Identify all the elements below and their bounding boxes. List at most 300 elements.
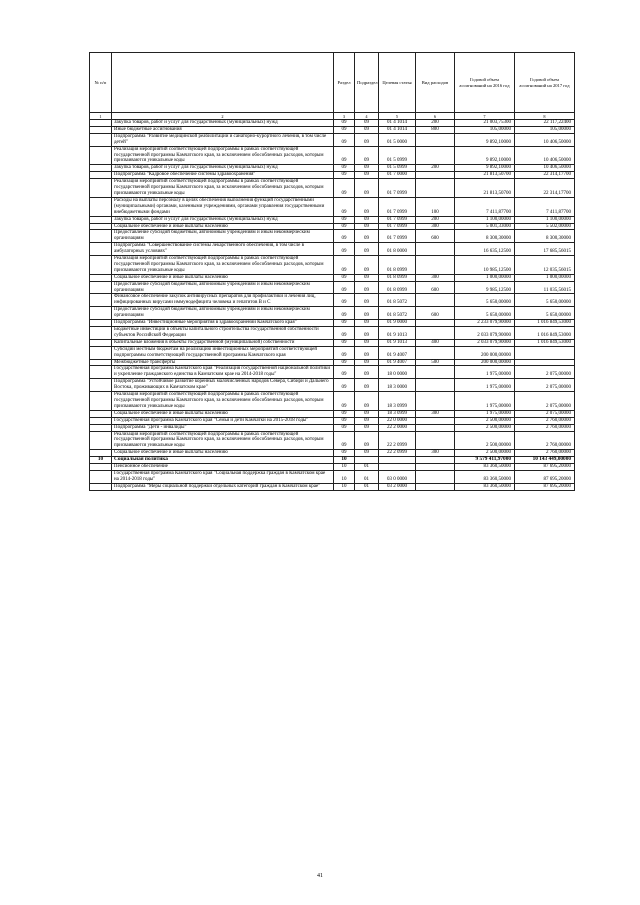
row-name: Реализация мероприятий соответствующей подпрограммы в рамках соответствующей государственной программы Камчатского края, за исключением обособленных расходов, которым присваиваются уникальные коды bbox=[112, 146, 334, 165]
row-expense-type: 500 bbox=[416, 359, 455, 366]
row-section: 09 bbox=[334, 417, 355, 424]
row-name: Закупка товаров, работ и услуг для государственных (муниципальных) нужд bbox=[112, 216, 334, 223]
header-num: № п/п bbox=[90, 53, 112, 113]
row-expense-type bbox=[416, 320, 455, 327]
row-section: 09 bbox=[334, 230, 355, 243]
row-volume-2016: 2 500,00000 bbox=[455, 424, 515, 431]
row-name: Субсидии местным бюджетам на реализацию инвестиционных мероприятий соответствующей подпрограммы соответствующей государственной программы Камчатского края bbox=[112, 346, 334, 359]
page-number: 41 bbox=[317, 873, 323, 879]
row-number bbox=[90, 126, 112, 133]
row-name: Социальная политика bbox=[112, 457, 334, 464]
row-subsection: 09 bbox=[355, 417, 379, 424]
row-expense-type bbox=[416, 464, 455, 471]
row-number bbox=[90, 464, 112, 471]
row-article: 01 7 0999 bbox=[379, 179, 416, 198]
row-name: Реализация мероприятий соответствующей подпрограммы в рамках соответствующей государственной программы Камчатского края, за исключением обособленных расходов, которым присваиваются уникальные коды bbox=[112, 392, 334, 411]
row-name: Расходы на выплаты персоналу в целях обеспечения выполнения функций государственными (муниципальными) органами, казенными учреждениями, органами управления государственными внебюджетными фондами bbox=[112, 197, 334, 216]
row-volume-2016: 2 500,00000 bbox=[455, 431, 515, 450]
row-expense-type bbox=[416, 243, 455, 256]
row-subsection: 09 bbox=[355, 274, 379, 281]
row-volume-2017: 2 075,00000 bbox=[515, 366, 575, 379]
row-expense-type: 300 bbox=[416, 410, 455, 417]
column-number: 5 bbox=[379, 113, 416, 120]
row-article: 01 9 4007 bbox=[379, 346, 416, 359]
row-subsection: 09 bbox=[355, 392, 379, 411]
row-section: 09 bbox=[334, 307, 355, 320]
row-volume-2017: 87 695,20000 bbox=[515, 464, 575, 471]
row-name: Предоставление субсидий бюджетным, автономным учреждениям и иным некоммерческим организациям bbox=[112, 307, 334, 320]
row-expense-type bbox=[416, 379, 455, 392]
budget-table bbox=[89, 52, 575, 491]
row-expense-type: 400 bbox=[416, 339, 455, 346]
row-section: 09 bbox=[334, 133, 355, 146]
row-volume-2017: 2 075,00000 bbox=[515, 392, 575, 411]
row-expense-type bbox=[416, 483, 455, 490]
row-article: 18 3 0000 bbox=[379, 379, 416, 392]
row-volume-2017: 22 314,17700 bbox=[515, 179, 575, 198]
row-number bbox=[90, 133, 112, 146]
table-row bbox=[90, 424, 575, 431]
row-name: Реализация мероприятий соответствующей подпрограммы в рамках соответствующей государственной программы Камчатского края, за исключением обособленных расходов, которым присваиваются уникальные коды bbox=[112, 179, 334, 198]
row-number bbox=[90, 327, 112, 340]
row-section: 10 bbox=[334, 464, 355, 471]
row-expense-type: 600 bbox=[416, 281, 455, 294]
table-row bbox=[90, 243, 575, 256]
row-article: 01 7 0999 bbox=[379, 223, 416, 230]
row-expense-type bbox=[416, 172, 455, 179]
row-volume-2016: 2 033 079,90000 bbox=[455, 339, 515, 346]
row-subsection: 09 bbox=[355, 359, 379, 366]
row-number bbox=[90, 379, 112, 392]
row-subsection: 01 bbox=[355, 483, 379, 490]
row-article: 18 3 0999 bbox=[379, 410, 416, 417]
row-volume-2017: 5 650,00000 bbox=[515, 294, 575, 307]
row-volume-2017: 10 406,50000 bbox=[515, 165, 575, 172]
row-article: 01 7 0999 bbox=[379, 230, 416, 243]
row-section: 09 bbox=[334, 392, 355, 411]
column-number: 8 bbox=[515, 113, 575, 120]
column-number: 2 bbox=[112, 113, 334, 120]
row-article: 01 4 1014 bbox=[379, 120, 416, 127]
header-section: Раздел bbox=[334, 53, 355, 113]
row-volume-2017: 17 685,56015 bbox=[515, 243, 575, 256]
column-number: 3 bbox=[334, 113, 355, 120]
row-volume-2016: 200 000,00000 bbox=[455, 346, 515, 359]
row-volume-2017: 2 760,00000 bbox=[515, 431, 575, 450]
row-expense-type bbox=[416, 256, 455, 275]
row-expense-type: 600 bbox=[416, 307, 455, 320]
row-name: Реализация мероприятий соответствующей подпрограммы в рамках соответствующей государственной программы Камчатского края, за исключением обособленных расходов, которым присваиваются уникальные коды bbox=[112, 256, 334, 275]
row-number bbox=[90, 339, 112, 346]
row-volume-2017: 10 143 449,00000 bbox=[515, 457, 575, 464]
row-volume-2016: 7 411,87700 bbox=[455, 197, 515, 216]
row-subsection: 09 bbox=[355, 450, 379, 457]
table-header-row bbox=[90, 53, 575, 113]
table-row bbox=[90, 470, 575, 483]
row-name: Государственная программа Камчатского края "Реализация государственной национальной политики и укрепление гражданского единства в Камчатском крае на 2014-2018 годы" bbox=[112, 366, 334, 379]
row-volume-2016: 1 000,00000 bbox=[455, 274, 515, 281]
row-article: 22 2 0999 bbox=[379, 431, 416, 450]
row-section: 09 bbox=[334, 243, 355, 256]
table-row bbox=[90, 417, 575, 424]
row-name: Подпрограмма "Меры социальной поддержки отдельных категорий граждан в Камчатском крае" bbox=[112, 483, 334, 490]
table-row bbox=[90, 274, 575, 281]
row-section: 09 bbox=[334, 165, 355, 172]
row-number bbox=[90, 320, 112, 327]
row-volume-2016: 83 360,50000 bbox=[455, 470, 515, 483]
row-volume-2016: 10 985,12500 bbox=[455, 256, 515, 275]
row-subsection: 09 bbox=[355, 146, 379, 165]
row-number bbox=[90, 417, 112, 424]
row-subsection: 09 bbox=[355, 339, 379, 346]
row-volume-2017: 87 695,20000 bbox=[515, 470, 575, 483]
row-subsection: 09 bbox=[355, 410, 379, 417]
row-subsection: 09 bbox=[355, 294, 379, 307]
row-volume-2016: 1 100,00000 bbox=[455, 216, 515, 223]
row-number bbox=[90, 256, 112, 275]
row-subsection: 09 bbox=[355, 120, 379, 127]
table-row bbox=[90, 294, 575, 307]
row-volume-2017: 11 035,56015 bbox=[515, 281, 575, 294]
column-number: 4 bbox=[355, 113, 379, 120]
row-volume-2016: 21 003,75300 bbox=[455, 120, 515, 127]
row-number bbox=[90, 366, 112, 379]
row-article: 01 9 1013 bbox=[379, 327, 416, 340]
row-expense-type bbox=[416, 457, 455, 464]
row-number bbox=[90, 216, 112, 223]
table-row bbox=[90, 165, 575, 172]
row-volume-2016: 2 233 079,90000 bbox=[455, 320, 515, 327]
row-expense-type: 200 bbox=[416, 120, 455, 127]
row-section: 09 bbox=[334, 359, 355, 366]
table-row bbox=[90, 392, 575, 411]
row-name: Предоставление субсидий бюджетным, автономным учреждениям и иным некоммерческим организациям bbox=[112, 230, 334, 243]
table-row bbox=[90, 179, 575, 198]
table-row bbox=[90, 133, 575, 146]
row-volume-2016: 9 579 411,97000 bbox=[455, 457, 515, 464]
row-article bbox=[379, 464, 416, 471]
row-volume-2017: 1 016 849,53000 bbox=[515, 339, 575, 346]
row-volume-2017: 5 502,00000 bbox=[515, 223, 575, 230]
row-expense-type bbox=[416, 366, 455, 379]
column-number-row bbox=[90, 113, 575, 120]
row-number bbox=[90, 392, 112, 411]
row-section: 10 bbox=[334, 457, 355, 464]
row-volume-2017: 12 035,56015 bbox=[515, 256, 575, 275]
row-name: Реализация мероприятий соответствующей подпрограммы в рамках соответствующей государственной программы Камчатского края, за исключением обособленных расходов, которым присваиваются уникальные коды bbox=[112, 431, 334, 450]
row-expense-type: 200 bbox=[416, 165, 455, 172]
row-subsection: 09 bbox=[355, 379, 379, 392]
row-article: 01 8 5072 bbox=[379, 307, 416, 320]
row-number bbox=[90, 294, 112, 307]
row-expense-type bbox=[416, 327, 455, 340]
row-article: 01 8 0999 bbox=[379, 274, 416, 281]
row-section: 09 bbox=[334, 197, 355, 216]
table-row bbox=[90, 410, 575, 417]
row-section: 09 bbox=[334, 450, 355, 457]
row-name: Государственная программа Камчатского края "Социальная поддержка граждан в Камчатском крае на 2014-2018 годы" bbox=[112, 470, 334, 483]
row-subsection: 09 bbox=[355, 307, 379, 320]
header-volume-2016: Годовой объем ассигнований на 2016 год bbox=[455, 53, 515, 113]
row-section: 09 bbox=[334, 410, 355, 417]
row-name: Подпрограмма "Кадровое обеспечение системы здравоохранения" bbox=[112, 172, 334, 179]
row-section: 10 bbox=[334, 483, 355, 490]
row-article: 01 5 0999 bbox=[379, 146, 416, 165]
row-number bbox=[90, 165, 112, 172]
row-number bbox=[90, 359, 112, 366]
row-section: 09 bbox=[334, 431, 355, 450]
row-number bbox=[90, 179, 112, 198]
row-volume-2017: 1 016 849,53000 bbox=[515, 327, 575, 340]
row-volume-2017: 2 760,00000 bbox=[515, 424, 575, 431]
row-article: 01 7 0999 bbox=[379, 197, 416, 216]
row-volume-2016: 1 975,00000 bbox=[455, 366, 515, 379]
row-article: 01 8 0999 bbox=[379, 256, 416, 275]
row-subsection: 01 bbox=[355, 470, 379, 483]
row-subsection: 09 bbox=[355, 346, 379, 359]
row-volume-2016: 1 975,00000 bbox=[455, 392, 515, 411]
row-volume-2016: 9 892,10000 bbox=[455, 133, 515, 146]
row-section: 09 bbox=[334, 172, 355, 179]
row-number bbox=[90, 172, 112, 179]
row-subsection: 09 bbox=[355, 223, 379, 230]
row-name: Иные бюджетные ассигнования bbox=[112, 126, 334, 133]
row-name: Подпрограмма "Совершенствование системы лекарственного обеспечения, в том числе в амбулаторных условиях" bbox=[112, 243, 334, 256]
row-number bbox=[90, 223, 112, 230]
row-name: Подпрограмма "Развитие медицинской реабилитации и санаторно-курортного лечения, в том числе детей" bbox=[112, 133, 334, 146]
row-section: 09 bbox=[334, 274, 355, 281]
row-volume-2017: 1 100,00000 bbox=[515, 216, 575, 223]
row-expense-type: 600 bbox=[416, 230, 455, 243]
row-article: 22 0 0000 bbox=[379, 417, 416, 424]
table-row bbox=[90, 457, 575, 464]
table-row bbox=[90, 327, 575, 340]
row-expense-type bbox=[416, 470, 455, 483]
row-subsection: 09 bbox=[355, 230, 379, 243]
row-expense-type: 300 bbox=[416, 223, 455, 230]
row-article: 01 4 1014 bbox=[379, 126, 416, 133]
table-row bbox=[90, 431, 575, 450]
table-row bbox=[90, 126, 575, 133]
row-section: 10 bbox=[334, 470, 355, 483]
table-row bbox=[90, 256, 575, 275]
row-expense-type bbox=[416, 133, 455, 146]
row-article: 01 7 0999 bbox=[379, 216, 416, 223]
row-volume-2017: 10 406,50000 bbox=[515, 146, 575, 165]
row-section: 09 bbox=[334, 281, 355, 294]
row-volume-2016: 21 813,50700 bbox=[455, 172, 515, 179]
row-number bbox=[90, 346, 112, 359]
row-volume-2016: 21 813,50700 bbox=[455, 179, 515, 198]
row-number: 10 bbox=[90, 457, 112, 464]
row-volume-2017: 2 075,00000 bbox=[515, 410, 575, 417]
row-volume-2017: 10 406,50000 bbox=[515, 133, 575, 146]
row-article bbox=[379, 457, 416, 464]
table-row bbox=[90, 120, 575, 127]
row-subsection: 09 bbox=[355, 179, 379, 198]
column-number: 1 bbox=[90, 113, 112, 120]
row-subsection: 09 bbox=[355, 172, 379, 179]
row-volume-2017: 2 760,00000 bbox=[515, 450, 575, 457]
table-row bbox=[90, 339, 575, 346]
row-name: Предоставление субсидий бюджетным, автономным учреждениям и иным некоммерческим организациям bbox=[112, 281, 334, 294]
table-row bbox=[90, 366, 575, 379]
row-section: 09 bbox=[334, 179, 355, 198]
row-name: Финансовое обеспечение закупок антивирусных препаратов для профилактики и лечения лиц, инфицированных вирусами иммунодефицита человека и гепатитов В и С bbox=[112, 294, 334, 307]
table-row bbox=[90, 223, 575, 230]
row-name: Подпрограмма "Устойчивое развитие коренных малочисленных народов Севера, Сибири и Дальнего Востока, проживающих в Камчатском крае" bbox=[112, 379, 334, 392]
table-row bbox=[90, 216, 575, 223]
row-subsection: 09 bbox=[355, 165, 379, 172]
row-volume-2017: 7 411,87700 bbox=[515, 197, 575, 216]
header-expense-type: Вид расходов bbox=[416, 53, 455, 113]
row-name: Подпрограмма "Дети - инвалиды" bbox=[112, 424, 334, 431]
row-number bbox=[90, 197, 112, 216]
row-subsection: 09 bbox=[355, 126, 379, 133]
table-row bbox=[90, 346, 575, 359]
row-expense-type bbox=[416, 431, 455, 450]
row-volume-2016: 9 985,12500 bbox=[455, 281, 515, 294]
row-volume-2016: 1 975,00000 bbox=[455, 410, 515, 417]
row-volume-2017: 22 117,22400 bbox=[515, 120, 575, 127]
row-name: Государственная программа Камчатского края "Семья и дети Камчатки на 2015-2018 годы" bbox=[112, 417, 334, 424]
row-volume-2017 bbox=[515, 346, 575, 359]
row-article: 01 9 4007 bbox=[379, 359, 416, 366]
row-expense-type: 200 bbox=[416, 216, 455, 223]
row-section: 09 bbox=[334, 120, 355, 127]
row-volume-2017 bbox=[515, 359, 575, 366]
row-subsection: 09 bbox=[355, 366, 379, 379]
row-section: 09 bbox=[334, 256, 355, 275]
row-volume-2017: 105,00000 bbox=[515, 126, 575, 133]
row-number bbox=[90, 243, 112, 256]
row-volume-2017: 22 314,17700 bbox=[515, 172, 575, 179]
table-row bbox=[90, 464, 575, 471]
row-name: Социальное обеспечение и иные выплаты населению bbox=[112, 274, 334, 281]
row-section: 09 bbox=[334, 346, 355, 359]
row-volume-2016: 83 360,50000 bbox=[455, 483, 515, 490]
row-number bbox=[90, 281, 112, 294]
row-name: Капитальные вложения в объекты государственной (муниципальной) собственности bbox=[112, 339, 334, 346]
row-article: 18 3 0999 bbox=[379, 392, 416, 411]
row-volume-2016: 5 650,00000 bbox=[455, 307, 515, 320]
row-section: 09 bbox=[334, 146, 355, 165]
row-volume-2016: 105,00000 bbox=[455, 126, 515, 133]
row-subsection: 09 bbox=[355, 431, 379, 450]
row-number bbox=[90, 483, 112, 490]
row-volume-2016: 8 300,30000 bbox=[455, 230, 515, 243]
row-expense-type bbox=[416, 179, 455, 198]
row-section: 09 bbox=[334, 366, 355, 379]
row-name: Бюджетные инвестиции в объекты капитального строительства государственной собственности субъектов Российской Федерации bbox=[112, 327, 334, 340]
row-subsection: 09 bbox=[355, 281, 379, 294]
header-name bbox=[112, 53, 334, 113]
table-row bbox=[90, 307, 575, 320]
row-number bbox=[90, 146, 112, 165]
row-volume-2017: 5 650,00000 bbox=[515, 307, 575, 320]
row-subsection: 09 bbox=[355, 256, 379, 275]
row-number bbox=[90, 431, 112, 450]
row-expense-type bbox=[416, 294, 455, 307]
row-article: 01 7 0000 bbox=[379, 172, 416, 179]
row-article: 01 8 0000 bbox=[379, 243, 416, 256]
header-volume-2017: Годовой объем ассигнований на 2017 год bbox=[515, 53, 575, 113]
row-article: 22 2 0999 bbox=[379, 450, 416, 457]
row-article: 01 8 0999 bbox=[379, 281, 416, 294]
row-name: Социальное обеспечение и иные выплаты населению bbox=[112, 410, 334, 417]
row-article: 01 9 0000 bbox=[379, 320, 416, 327]
row-subsection: 09 bbox=[355, 424, 379, 431]
table-row bbox=[90, 320, 575, 327]
row-subsection: 09 bbox=[355, 320, 379, 327]
row-volume-2017: 2 075,00000 bbox=[515, 379, 575, 392]
row-subsection: 09 bbox=[355, 133, 379, 146]
row-expense-type: 100 bbox=[416, 197, 455, 216]
row-volume-2016: 9 892,10000 bbox=[455, 165, 515, 172]
row-section: 09 bbox=[334, 327, 355, 340]
row-article: 22 2 0000 bbox=[379, 424, 416, 431]
row-article: 01 8 5072 bbox=[379, 294, 416, 307]
row-subsection: 09 bbox=[355, 197, 379, 216]
row-number bbox=[90, 424, 112, 431]
row-article: 01 5 0999 bbox=[379, 165, 416, 172]
row-name: Межбюджетные трансферты bbox=[112, 359, 334, 366]
row-expense-type: 800 bbox=[416, 126, 455, 133]
row-subsection bbox=[355, 457, 379, 464]
row-section: 09 bbox=[334, 216, 355, 223]
row-expense-type bbox=[416, 392, 455, 411]
row-name: Социальное обеспечение и иные выплаты населению bbox=[112, 450, 334, 457]
row-subsection: 09 bbox=[355, 327, 379, 340]
table-row bbox=[90, 359, 575, 366]
row-volume-2016: 5 650,00000 bbox=[455, 294, 515, 307]
table-body bbox=[90, 120, 575, 491]
table-row bbox=[90, 281, 575, 294]
row-number bbox=[90, 230, 112, 243]
row-expense-type: 300 bbox=[416, 450, 455, 457]
row-number bbox=[90, 410, 112, 417]
row-section: 09 bbox=[334, 294, 355, 307]
row-volume-2016: 83 360,50000 bbox=[455, 464, 515, 471]
row-name: Пенсионное обеспечение bbox=[112, 464, 334, 471]
row-article: 18 0 0000 bbox=[379, 366, 416, 379]
row-section: 09 bbox=[334, 223, 355, 230]
row-number bbox=[90, 274, 112, 281]
row-volume-2016: 5 001,33000 bbox=[455, 223, 515, 230]
header-subsection: Подраздел bbox=[355, 53, 379, 113]
row-volume-2016: 9 892,10000 bbox=[455, 146, 515, 165]
row-expense-type: 300 bbox=[416, 274, 455, 281]
table-row bbox=[90, 483, 575, 490]
row-number bbox=[90, 120, 112, 127]
row-article: 01 5 0000 bbox=[379, 133, 416, 146]
row-expense-type bbox=[416, 146, 455, 165]
row-volume-2016: 200 000,00000 bbox=[455, 359, 515, 366]
table-row bbox=[90, 197, 575, 216]
row-article: 01 9 1013 bbox=[379, 339, 416, 346]
column-number: 7 bbox=[455, 113, 515, 120]
row-name: Социальное обеспечение и иные выплаты населению bbox=[112, 223, 334, 230]
row-expense-type bbox=[416, 346, 455, 359]
row-number bbox=[90, 307, 112, 320]
row-subsection: 09 bbox=[355, 216, 379, 223]
row-expense-type bbox=[416, 417, 455, 424]
row-volume-2016: 16 635,12500 bbox=[455, 243, 515, 256]
row-section: 09 bbox=[334, 320, 355, 327]
row-subsection: 01 bbox=[355, 464, 379, 471]
row-section: 09 bbox=[334, 424, 355, 431]
row-expense-type bbox=[416, 424, 455, 431]
